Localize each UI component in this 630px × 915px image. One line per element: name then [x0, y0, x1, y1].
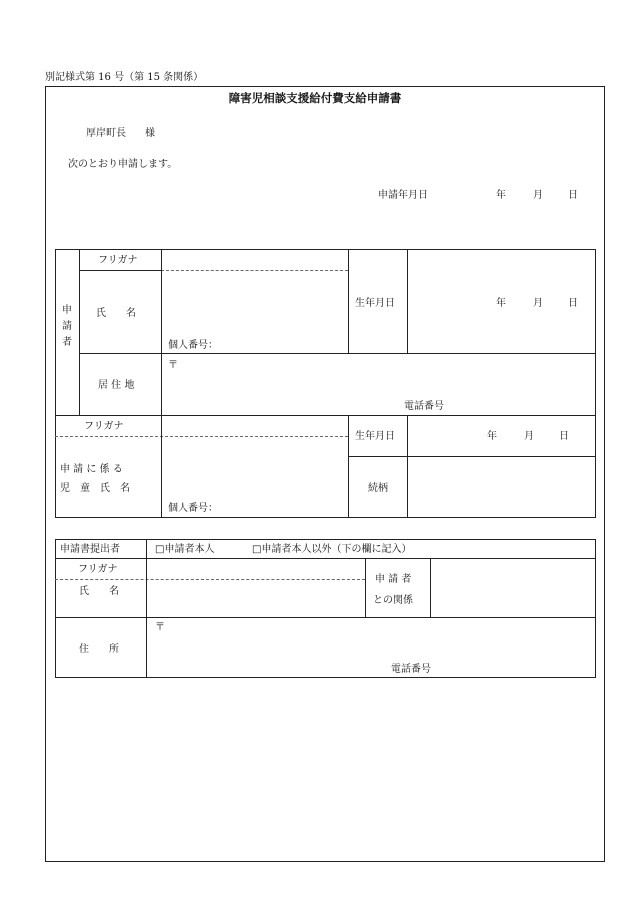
applicant-personal-number-label: 個人番号： [168, 340, 218, 351]
applicant-birth-year[interactable]: 年 [496, 298, 506, 309]
addressee: 厚岸町長 [86, 128, 126, 139]
submitter-name-label: 氏 名 [79, 586, 119, 597]
applicant-postal-mark: 〒 [168, 360, 178, 371]
applicant-birth-month[interactable]: 月 [533, 298, 543, 309]
submitter-relation-field[interactable] [432, 561, 594, 615]
child-furigana-label: フリガナ [84, 421, 124, 432]
submitter-relation-line2: との関係 [373, 595, 413, 606]
applicant-birth-day[interactable]: 日 [568, 298, 578, 309]
child-relation-label: 続柄 [368, 483, 388, 494]
form-title: 障害児相談支援給付費支給申請書 [228, 91, 402, 105]
child-personal-number-label: 個人番号： [168, 503, 218, 514]
application-date-label: 申請年月日 [378, 190, 428, 201]
applicant-birth-label: 生年月日 [355, 298, 395, 309]
child-furigana-field[interactable] [163, 418, 347, 434]
intro-text: 次のとおり申請します。 [68, 159, 178, 170]
child-birth-month[interactable]: 月 [524, 431, 534, 442]
applicant-section-label: 申請者 [62, 305, 72, 348]
submitter-address-field[interactable] [148, 636, 593, 660]
submitter-phone-label: 電話番号 [391, 664, 431, 675]
child-relation-field[interactable] [409, 459, 594, 515]
submitter-name-field[interactable] [148, 582, 364, 615]
applicant-name-label: 氏 名 [96, 308, 136, 319]
applicant-furigana-field[interactable] [163, 253, 347, 269]
form-id: 別記様式第 16 号（第 15 条関係） [45, 72, 204, 83]
applicant-address-label: 居 住 地 [98, 380, 135, 391]
child-birth-label: 生年月日 [355, 431, 395, 442]
child-birth-day[interactable]: 日 [559, 431, 569, 442]
applicant-address-field[interactable] [163, 374, 593, 398]
submitter-option-other-checkbox[interactable]: □申請者本人以外（下の欄に記入） [252, 544, 412, 555]
application-date-day[interactable]: 日 [568, 190, 578, 201]
submitter-furigana-label: フリガナ [78, 564, 118, 575]
applicant-name-field[interactable] [163, 272, 347, 332]
submitter-furigana-field[interactable] [148, 561, 364, 577]
submitter-label: 申請書提出者 [60, 544, 120, 555]
applicant-furigana-label: フリガナ [98, 255, 138, 266]
child-label-line2: 児 童 氏 名 [60, 483, 130, 494]
submitter-option-self-checkbox[interactable]: □申請者本人 [155, 544, 215, 555]
submitter-postal-mark: 〒 [155, 622, 165, 633]
applicant-phone-label: 電話番号 [404, 401, 444, 412]
submitter-address-label: 住 所 [79, 644, 119, 655]
application-date-year[interactable]: 年 [496, 190, 506, 201]
child-birth-year[interactable]: 年 [487, 431, 497, 442]
application-date-month[interactable]: 月 [533, 190, 543, 201]
submitter-relation-line1: 申 請 者 [375, 574, 412, 585]
child-name-field[interactable] [163, 439, 347, 495]
honorific: 様 [145, 128, 155, 139]
child-label-line1: 申 請 に 係 る [60, 464, 123, 475]
